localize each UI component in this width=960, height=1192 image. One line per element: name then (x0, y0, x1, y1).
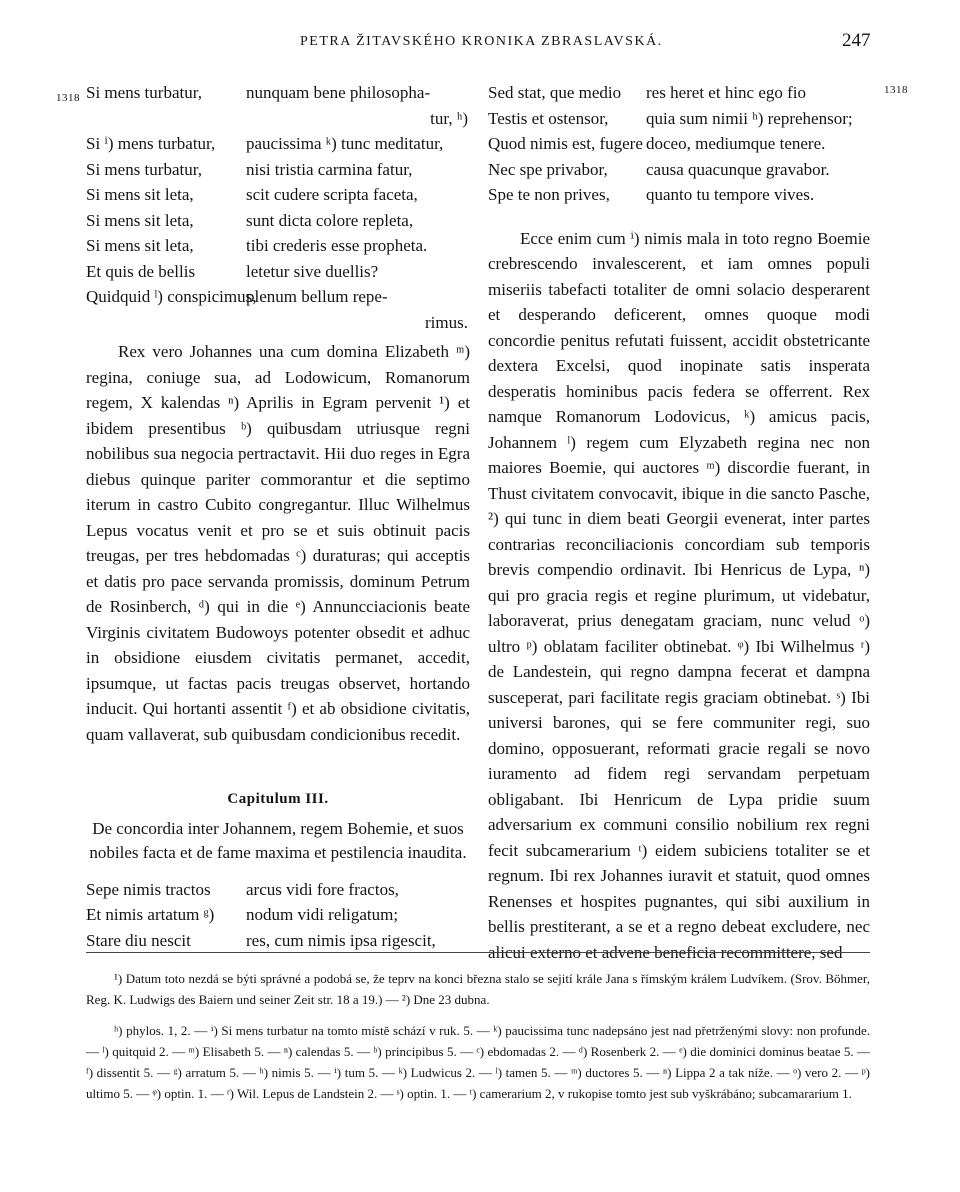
verse-line (488, 182, 870, 208)
margin-year-right: 1318 (884, 84, 908, 96)
verse-half: Stare diu nescit (86, 930, 191, 950)
verse-line (86, 284, 470, 310)
verse-half: nodum vidi religatum; (246, 905, 399, 924)
verse-half: Nec spe privabor, (488, 159, 608, 179)
verse-line (86, 182, 470, 208)
verse-half: res, cum nimis ipsa rigescit, (246, 930, 436, 950)
verse-half: Si mens sit leta, (86, 185, 194, 204)
verse-continuation: tur, ʰ) (430, 108, 468, 128)
page-number: 247 (842, 30, 871, 51)
verse-line (488, 80, 870, 106)
chapter-subtitle: De concordia inter Johannem, regem Bohemie, et suos nobiles facta et de fame maxima et pestilencia inaudita. (89, 818, 467, 862)
verse-half: paucissima ᵏ) tunc meditatur, (246, 134, 444, 153)
verse-line (86, 259, 470, 285)
verse-half: causa quacunque gravabor. (646, 159, 830, 179)
verse-line (488, 131, 870, 157)
running-title: PETRA ŽITAVSKÉHO KRONIKA ZBRASLAVSKÁ. (300, 34, 663, 49)
verse-half: nisi tristia carmina fatur, (246, 159, 413, 179)
verse-half: Quidquid ˡ) conspicimus, (86, 287, 257, 306)
verse-line (488, 157, 870, 183)
verse-half: quia sum nimii ʰ) reprehensor; (646, 108, 853, 128)
right-column (488, 80, 870, 965)
verse-line (86, 902, 470, 928)
verse-half: Sed stat, que medio (488, 83, 622, 102)
verse-line (86, 80, 470, 106)
verse-half: letetur sive duellis? (246, 261, 379, 281)
verse-half: scit cudere scripta faceta, (246, 185, 418, 204)
verse-continuation: rimus. (425, 312, 468, 332)
footnotes (86, 968, 870, 1104)
verse-line (86, 233, 470, 259)
footnote-block-variants: ʰ) phylos. 1, 2. — ⁱ) Si mens turbatur na tomto místě schází v ruk. 5. — ᵏ) paucissima tunc nadepsáno jest nad přetrženými slovy: non profunde. — ˡ) quitquid 2. — ᵐ) Elisabeth 5. — ⁿ) calendas 5. — ᵇ) principibus 5. — ᶜ) ebdomadas 2. — ᵈ) Rosenberk 2. — ᵉ) die dominici dominus beatae 5. — ᶠ) dissentit 5. — ᵍ) arratum 5. — ʰ) nimis 5. — ⁱ) tum 5. — ᵏ) Ludwicus 2. — ˡ) tamen 5. — ᵐ) ductores 5. — ⁿ) Lippa 2 a tak níže. — ᵒ) vero 2. — ᵖ) ultimo 5. — ᵠ) optin. 1. — ʳ) Wil. Lepus de Landstein 2. — ˢ) optin. 1. — ᵗ) camerarium 2, v rukopise tomto jest sub vyškrábáno; subcamararium 1. (86, 1023, 870, 1101)
verse-half: quanto tu tempore vives. (646, 185, 815, 204)
paragraph: Rex vero Johannes una cum domina Elizabeth ᵐ) regina, coniuge sua, ad Lodowicum, Romanorum regem, X kalendas ⁿ) Aprilis in Egram pervenit ¹) et ibidem presentibus ᵇ) quibusdam utriusque regni nobilibus sua negocia pertractavit. Hii duo reges in Egra diebus quinque pariter commorantur et die septimo iterum in castro Cubito congregantur. Illuc Wilhelmus Lepus vocatus venit et pro se et suis obtinuit pacis treugas, per tres hebdomadas ᶜ) duraturas; qui acceptis et datis pro pace servanda promissis, dominum Petrum de Rosinberch, ᵈ) qui in die ᵉ) Annuncciacionis beate Virginis civitatem Budowoys potenter obsedit et adhuc in obsidione eiusdem civitatis permanet, accedit, ipsumque, ut factas pacis treugas observet, hortando inducit. Qui hortanti assentit ᶠ) et ab obsidione civitatis, quam vallaverat, sub quibusdam condicionibus recedit. (86, 342, 470, 744)
verse-half: Si mens turbatur, (86, 83, 202, 102)
verse-half: Sepe nimis tractos (86, 879, 211, 899)
verse-half: tibi crederis esse propheta. (246, 236, 428, 255)
verse-half: Et nimis artatum ᵍ) (86, 905, 215, 924)
paragraph: Ecce enim cum ⁱ) nimis mala in toto regno Boemie crebrescendo invalescerent, et iam omnes populi miseriis tabefacti totaliter de omni solacio desperarent et desperando deficerent, omnes quoque modi concordie penitus refutati fuissent, accidit obstetricante dextera Excelsi, quod inopinate satis insperata desperatis hominibus pacis federa se offerrent. Rex namque Romanorum Lodovicus, ᵏ) amicus pacis, Johannem ˡ) regem cum Elyzabeth regina nec non maiores Boemie, qui auctores ᵐ) discordie fuerant, in Thust civitatem convocavit, ibique in die sancto Pasche, ²) qui tunc in diem beati Georgii evenerat, inter partes contrarias reconciliacionis concordiam sub temporis brevis compendio ordinavit. Ibi Henricus de Lypa, ⁿ) qui pro gracia regis et regine plurimum, ut videbatur, laboraverat, prius denegatam graciam, nunc velud ᵒ) ultro ᵖ) oblatam faciliter obtinebat. ᵠ) Ibi Wilhelmus ʳ) de Landestein, qui regno dampna fecerat et dampna susceperat, pari facilitate regis graciam obtinebat. ˢ) Ibi universi barones, qui se fere communiter regi, suo domino, opposuerant, reformati gracie regali se novo iuramento ad fidem regi servandam perpetuam obligabant. Ibi Henricum de Lypa pridie suum adversarium ex communi consilio nobilium rex regni fecit subcamerarium ᵗ) eidem subiciens totaliter se et regnum. Ibi rex Johannes iuravit et statuit, quod omnes Renenses et hospites pugnantes, qui sibi auxilium in bellis prestiterant, a se et a regno debeat excludere, nec alicui externo et advene beneficia recommittere, sed (488, 228, 870, 962)
footnote-divider (86, 952, 870, 953)
margin-year-left: 1318 (56, 92, 80, 104)
verse-half: Testis et ostensor, (488, 108, 609, 128)
verse-half: Et quis de bellis (86, 261, 196, 281)
verse-half: Spe te non prives, (488, 185, 610, 204)
verse-line (86, 877, 470, 903)
left-column (86, 80, 470, 953)
verse-half: Si mens turbatur, (86, 159, 202, 179)
verse-block-top-left (86, 80, 470, 335)
verse-half: arcus vidi fore fractos, (246, 879, 399, 899)
verse-half: Quod nimis est, fugere (488, 134, 643, 153)
verse-half: res heret et hinc ego fio (646, 83, 807, 102)
verse-half: Si ⁱ) mens turbatur, (86, 134, 216, 153)
verse-line (86, 928, 470, 954)
verse-line (86, 157, 470, 183)
chapter-heading: Capitulum III. (227, 791, 329, 807)
verse-half: plenum bellum repe- (246, 287, 388, 306)
verse-half: Si mens sit leta, (86, 236, 194, 255)
verse-block-top-right (488, 80, 870, 208)
verse-half: sunt dicta colore repleta, (246, 210, 414, 230)
verse-line (488, 106, 870, 132)
verse-half: Si mens sit leta, (86, 210, 194, 230)
verse-line (86, 131, 470, 157)
footnote-block-numbered: ¹) Datum toto nezdá se býti správné a podobá se, že teprv na konci března stalo se sejití krále Jana s římským králem Ludvíkem. (Srov. Böhmer, Reg. K. Ludwigs des Baiern und seiner Zeit str. 18 a 19.) — ²) Dne 23 dubna. (86, 971, 870, 1007)
verse-half: doceo, mediumque tenere. (646, 134, 826, 153)
verse-block-bottom-left (86, 877, 470, 954)
running-header (0, 30, 960, 56)
verse-half: nunquam bene philosopha- (246, 83, 431, 102)
verse-line (86, 208, 470, 234)
